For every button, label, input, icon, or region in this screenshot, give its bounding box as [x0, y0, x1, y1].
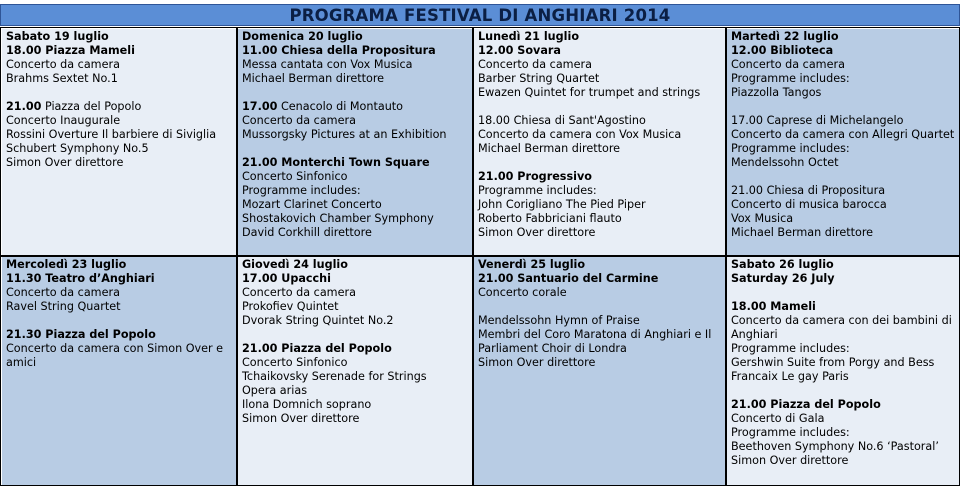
- event-detail: Mendelssohn Octet: [731, 156, 839, 169]
- program-table: [0, 27, 960, 486]
- event-heading: 12.00 Sovara: [478, 44, 561, 57]
- event-detail: Simon Over direttore: [731, 454, 849, 467]
- event-heading: 11.30 Teatro d’Anghiari: [6, 272, 155, 285]
- spacer: [731, 100, 959, 114]
- event-heading: 18.00 Mameli: [731, 300, 816, 313]
- event-detail: Concerto di Gala: [731, 412, 825, 425]
- day-heading: Domenica 20 luglio: [242, 30, 363, 43]
- event-detail: Concerto da camera: [242, 286, 356, 299]
- event-detail: Concerto di musica barocca: [731, 198, 887, 211]
- event-detail: Membri del Coro Maratona di Anghiari e Il: [478, 328, 712, 341]
- day-heading: Sabato 26 luglio: [731, 258, 834, 271]
- event-heading: [242, 100, 472, 114]
- event-detail: Simon Over direttore: [242, 412, 360, 425]
- event-heading: 21.00 Piazza del Popolo: [242, 342, 392, 355]
- event-detail: Schubert Symphony No.5: [6, 142, 149, 155]
- event-detail: Ewazen Quintet for trumpet and strings: [478, 86, 701, 99]
- event-detail: Concerto da camera con dei bambini di: [731, 314, 952, 327]
- event-detail: 17.00 Caprese di Michelangelo: [731, 114, 904, 127]
- day-cell-sat-26: [727, 257, 959, 485]
- event-detail: Programme includes:: [731, 342, 850, 355]
- spacer: [242, 86, 472, 100]
- event-heading: 12.00 Biblioteca: [731, 44, 834, 57]
- event-detail: Brahms Sextet No.1: [6, 72, 118, 85]
- event-detail: Gershwin Suite from Porgy and Bess: [731, 356, 935, 369]
- event-detail: Concerto Sinfonico: [242, 170, 348, 183]
- spacer: [478, 156, 725, 170]
- event-detail: Simon Over direttore: [6, 156, 124, 169]
- event-time: 21.00: [6, 100, 42, 113]
- event-detail: 21.00 Chiesa di Propositura: [731, 184, 886, 197]
- day-cell-tue-22: [727, 29, 959, 255]
- event-detail: Roberto Fabbriciani flauto: [478, 212, 622, 225]
- event-detail: Concerto corale: [478, 286, 567, 299]
- event-heading: 21.00 Piazza del Popolo: [731, 398, 881, 411]
- event-heading: 21.00 Monterchi Town Square: [242, 156, 430, 169]
- event-detail: Concerto Sinfonico: [242, 356, 348, 369]
- day-heading: Sabato 19 luglio: [6, 30, 109, 43]
- event-detail: amici: [6, 356, 37, 369]
- event-detail: Programme includes:: [731, 426, 850, 439]
- event-detail: Programme includes:: [478, 184, 597, 197]
- event-detail: Barber String Quartet: [478, 72, 600, 85]
- event-detail: Prokofiev Quintet: [242, 300, 339, 313]
- event-detail: Concerto da camera con Simon Over e: [6, 342, 224, 355]
- spacer: [731, 286, 959, 300]
- event-detail: Programme includes:: [242, 184, 361, 197]
- spacer: [478, 300, 725, 314]
- event-detail: Shostakovich Chamber Symphony: [242, 212, 434, 225]
- event-heading: 17.00 Upacchi: [242, 272, 331, 285]
- event-detail: Opera arias: [242, 384, 308, 397]
- event-detail: Concerto da camera: [242, 114, 356, 127]
- spacer: [6, 86, 236, 100]
- event-detail: Mendelssohn Hymn of Praise: [478, 314, 640, 327]
- event-heading: 18.00 Piazza Mameli: [6, 44, 135, 57]
- spacer: [731, 384, 959, 398]
- event-venue: Piazza del Popolo: [41, 100, 142, 113]
- event-detail: Vox Musica: [731, 212, 794, 225]
- event-heading: 21.00 Progressivo: [478, 170, 592, 183]
- event-heading: 21.30 Piazza del Popolo: [6, 328, 156, 341]
- event-detail: Francaix Le gay Paris: [731, 370, 849, 383]
- day-cell-sat-19: [2, 29, 236, 255]
- day-heading: Lunedì 21 luglio: [478, 30, 580, 43]
- event-detail: Concerto da camera: [6, 286, 120, 299]
- event-detail: Michael Berman direttore: [242, 72, 385, 85]
- event-detail: Concerto da camera: [731, 58, 845, 71]
- event-detail: Anghiari: [731, 328, 778, 341]
- event-detail: Concerto da camera: [478, 58, 592, 71]
- event-detail: 18.00 Chiesa di Sant'Agostino: [478, 114, 646, 127]
- event-heading: Saturday 26 July: [731, 272, 835, 285]
- event-detail: Programme includes:: [731, 142, 850, 155]
- event-detail: Simon Over direttore: [478, 356, 596, 369]
- event-detail: Ravel String Quartet: [6, 300, 121, 313]
- event-time: 17.00: [242, 100, 278, 113]
- event-detail: David Corkhill direttore: [242, 226, 372, 239]
- event-heading: 21.00 Santuario del Carmine: [478, 272, 659, 285]
- event-heading: [6, 100, 236, 114]
- day-heading: Giovedì 24 luglio: [242, 258, 348, 271]
- page-title: PROGRAMA FESTIVAL DI ANGHIARI 2014: [0, 4, 960, 26]
- event-detail: Michael Berman direttore: [478, 142, 621, 155]
- spacer: [731, 170, 959, 184]
- event-detail: Programme includes:: [731, 72, 850, 85]
- event-heading: 11.00 Chiesa della Propositura: [242, 44, 436, 57]
- row-divider: [1, 255, 959, 257]
- event-detail: John Corigliano The Pied Piper: [478, 198, 646, 211]
- event-detail: Michael Berman direttore: [731, 226, 874, 239]
- day-cell-mon-21: [474, 29, 725, 255]
- day-heading: Martedì 22 luglio: [731, 30, 839, 43]
- day-cell-thu-24: [238, 257, 472, 485]
- day-heading: Mercoledì 23 luglio: [6, 258, 127, 271]
- event-detail: Concerto da camera con Vox Musica: [478, 128, 682, 141]
- event-detail: Concerto Inaugurale: [6, 114, 121, 127]
- event-detail: Parliament Choir di Londra: [478, 342, 627, 355]
- event-detail: Simon Over direttore: [478, 226, 596, 239]
- day-cell-wed-23: [2, 257, 236, 485]
- event-venue: Cenacolo di Montauto: [277, 100, 404, 113]
- event-detail: Dvorak String Quintet No.2: [242, 314, 394, 327]
- spacer: [242, 142, 472, 156]
- event-detail: Rossini Overture Il barbiere di Siviglia: [6, 128, 217, 141]
- event-detail: Concerto da camera con Allegri Quartet: [731, 128, 955, 141]
- event-detail: Tchaikovsky Serenade for Strings: [242, 370, 427, 383]
- event-detail: Mussorgsky Pictures at an Exhibition: [242, 128, 447, 141]
- spacer: [242, 328, 472, 342]
- event-detail: Concerto da camera: [6, 58, 120, 71]
- event-detail: Mozart Clarinet Concerto: [242, 198, 382, 211]
- day-heading: Venerdì 25 luglio: [478, 258, 586, 271]
- day-cell-fri-25: [474, 257, 725, 485]
- event-detail: Messa cantata con Vox Musica: [242, 58, 413, 71]
- spacer: [478, 100, 725, 114]
- spacer: [6, 314, 236, 328]
- day-cell-sun-20: [238, 29, 472, 255]
- event-detail: Beethoven Symphony No.6 ‘Pastoral’: [731, 440, 939, 453]
- event-detail: Piazzolla Tangos: [731, 86, 822, 99]
- event-detail: Ilona Domnich soprano: [242, 398, 372, 411]
